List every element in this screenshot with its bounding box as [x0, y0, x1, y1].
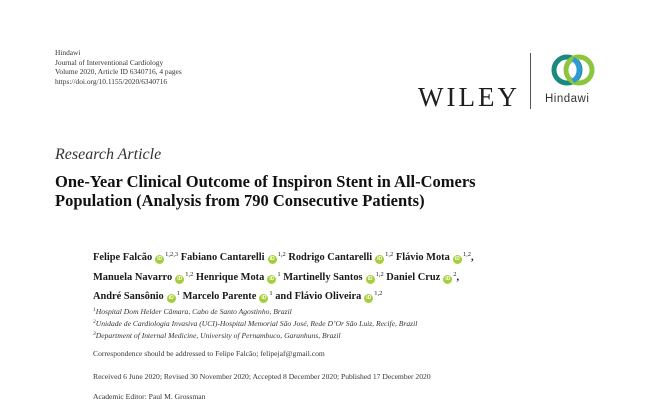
affiliation-list: [93, 305, 417, 342]
academic-editor: Academic Editor: Paul M. Grossman: [93, 392, 206, 401]
affiliation-item: [93, 329, 417, 341]
orcid-icon[interactable]: iD: [366, 295, 372, 302]
orcid-icon[interactable]: iD: [445, 275, 451, 282]
author-name: Manuela Navarro: [93, 271, 173, 283]
author-affiliation: 1,2: [462, 251, 471, 258]
author-conjunction: and: [275, 291, 292, 303]
affiliation-number: 3: [93, 331, 96, 338]
wiley-logo: WILEY: [418, 82, 520, 112]
publication-dates: Received 6 June 2020; Revised 30 November 2020; Accepted 8 December 2020; Published 17 December 2020: [93, 372, 431, 381]
author-name: Henrique Mota: [195, 271, 265, 283]
journal-volume: Volume 2020, Article ID 6340716, 4 pages: [55, 67, 182, 77]
affiliation-text: Department of Internal Medicine, University of Pernambuco, Garanhuns, Brazil: [95, 331, 341, 341]
author-name: Rodrigo Cantarelli: [288, 252, 373, 263]
affiliation-item: [93, 317, 417, 329]
journal-info: [55, 48, 182, 86]
author-affiliation: 1,2: [185, 270, 194, 278]
author-line: [93, 286, 633, 306]
author-affiliation: 1: [269, 290, 273, 298]
author-affiliation: 1: [176, 290, 180, 298]
author-list: [93, 247, 633, 306]
hindawi-wordmark: Hindawi: [545, 93, 590, 105]
journal-doi-link[interactable]: https://doi.org/10.1155/2020/6340716: [55, 76, 168, 86]
logo-divider: [530, 53, 531, 109]
author-name: Martinelly Santos: [283, 271, 363, 283]
author-name: Fabiano Cantarelli: [180, 252, 265, 263]
author-line: [93, 267, 633, 287]
orcid-icon[interactable]: iD: [261, 295, 267, 302]
author-name: André Sansônio: [93, 291, 164, 303]
orcid-icon[interactable]: iD: [377, 256, 383, 262]
orcid-icon[interactable]: iD: [177, 275, 183, 282]
author-affiliation: 1,2: [374, 290, 383, 298]
author-affiliation: 1,2: [375, 270, 384, 278]
author-line: [93, 247, 633, 267]
author-separator: ,: [456, 271, 460, 283]
author-affiliation: 1: [277, 270, 281, 278]
author-name: Daniel Cruz: [386, 271, 441, 283]
affiliation-text: Unidade de Cardiologia Invasiva (UCI)-Hospital Memorial São José, Rede D’Or São Luiz, Recife, Brazil: [95, 319, 418, 329]
author-name: Marcelo Parente: [182, 291, 257, 303]
author-name: Flávio Mota: [395, 252, 450, 263]
orcid-icon[interactable]: iD: [269, 256, 275, 262]
affiliation-text: Hospital Dom Helder Câmara, Cabo de Santo Agostinho, Brazil: [95, 307, 292, 316]
hindawi-logo-icon: [545, 53, 601, 87]
affiliation-item: [93, 305, 417, 317]
author-affiliation: 1,2: [277, 251, 286, 258]
orcid-icon[interactable]: iD: [367, 275, 373, 282]
title-line: One-Year Clinical Outcome of Inspiron Stent in All-Comers: [55, 172, 476, 191]
publisher-name: Hindawi: [55, 48, 81, 57]
article-type: Research Article: [55, 146, 162, 163]
orcid-icon[interactable]: iD: [168, 295, 174, 302]
publisher-logos: [418, 53, 618, 112]
author-affiliation: 1,2: [385, 251, 394, 258]
article-title: [55, 172, 615, 210]
author-name: Flávio Oliveira: [294, 291, 362, 303]
orcid-icon[interactable]: iD: [269, 275, 275, 282]
author-separator: ,: [470, 252, 474, 263]
journal-name: Journal of Interventional Cardiology: [55, 57, 164, 67]
orcid-icon[interactable]: iD: [454, 256, 460, 262]
author-name: Felipe Falcão: [93, 252, 153, 263]
affiliation-number: 2: [93, 319, 96, 326]
affiliation-number: 1: [93, 307, 96, 313]
orcid-icon[interactable]: iD: [157, 256, 163, 262]
author-affiliation: 1,2,3: [165, 251, 179, 258]
correspondence-note: Correspondence should be addressed to Felipe Falcão; felipejaf@gmail.com: [93, 349, 325, 358]
title-line: Population (Analysis from 790 Consecutive Patients): [55, 191, 425, 210]
author-affiliation: 2: [453, 270, 457, 278]
